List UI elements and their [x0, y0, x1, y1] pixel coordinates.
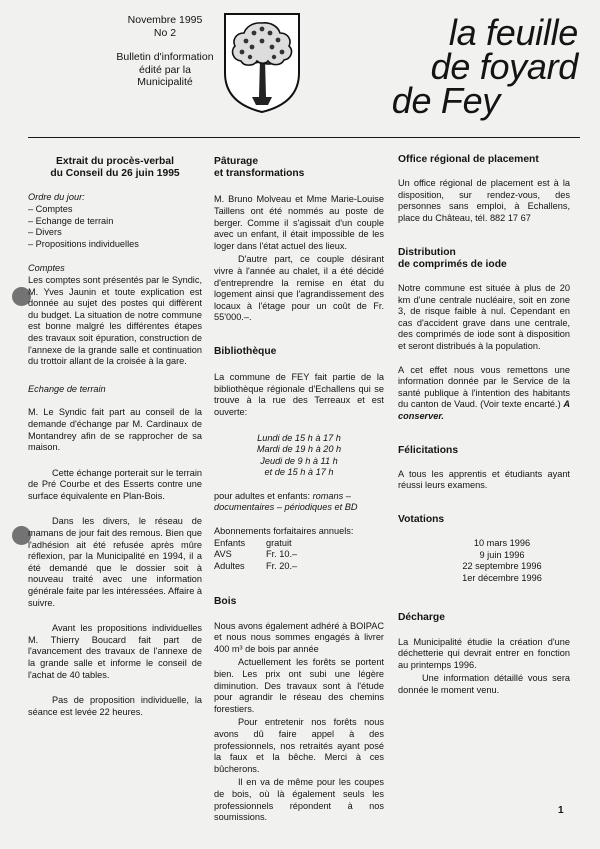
echange-label: Echange de terrain — [28, 383, 106, 394]
odj-item: – Echange de terrain — [28, 215, 114, 226]
horaire: Jeudi de 9 h à 11 h — [260, 455, 338, 466]
felicitations-text: A tous les apprentis et étudiants ayant réussi leurs examens. — [398, 468, 570, 491]
votation-date: 1er décembre 1996 — [462, 572, 542, 583]
biblio-heading: Bibliothèque — [214, 345, 277, 357]
paturage-heading-line1: Pâturage — [214, 156, 259, 167]
comptes-text: Les comptes sont présentés par le Syndic, M. Yves Jaunin et toute explication est donnée au sujet des postes qui diffèrent du budget. La situation de notre commune est bonne malgré les différentes étapes des travaux soit épuration, construction de l'annexe de la grande salle et continuation du trottoir allant de la croisée à la gare. — [28, 274, 202, 367]
page-number: 1 — [558, 805, 564, 816]
office-text: Un office régional de placement est à la disposition, sur rendez-vous, des personnes sans emploi, à Echallens, place du Château, tél. 882 17 67 — [398, 178, 570, 223]
iode-text2: A cet effet nous vous remettons une information donnée par le Service de la santé publique à l'intention des habitants du canton de Vaud. (Voir texte encarté.) — [398, 364, 570, 410]
iode-text: Notre commune est située à plus de 20 km d'une centrale nucléaire, soit en zone 3, de risque faible à nul. Cependant en cas d'accident grave dans une centrale, des comprimés de iode sont à disposition et seront distribués à la population. — [398, 282, 570, 351]
pv-heading-line1: Extrait du procès-verbal — [56, 156, 174, 167]
echange-text2: Cette échange porterait sur le terrain de Pré Courbe et des Esserts contre une surface équivalente en Plan-Bois. — [28, 467, 202, 501]
biblio-pour-items: romans – documentaires – périodiques et BD — [214, 490, 358, 513]
pv-heading-line2: du Conseil du 26 juin 1995 — [50, 168, 180, 180]
table-row — [214, 561, 297, 573]
tree-coat-of-arms-icon — [222, 11, 302, 115]
title-line3: de Fey — [391, 80, 500, 121]
iode-heading-line2: de comprimés de iode — [398, 258, 507, 270]
comptes-label: Comptes — [28, 263, 65, 274]
prop-text2: Pas de proposition individuelle, la séance est levée 22 heures. — [28, 695, 202, 717]
iode-heading-line1: Distribution — [398, 246, 456, 258]
issue-date: Novembre 1995 — [127, 14, 203, 26]
odj-label: Ordre du jour: — [28, 192, 85, 203]
abonnement-who: AVS — [214, 549, 232, 560]
subtitle-line2: édité par la Municipalité — [137, 63, 193, 88]
abonnement-price: Fr. 10.– — [266, 549, 298, 560]
abonnement-price: gratuit — [266, 537, 292, 548]
bois-text2: Actuellement les forêts se portent bien. Les prix ont subi une légère diminution. Des travaux sont à l'étude pour agrandir le réseau des chemins forestiers. — [214, 657, 384, 714]
prop-text: Avant les propositions individuelles M. Thierry Boucard fait part de l'avancement des travaux de l'annexe de la grande salle et informe le conseil de l'achat de 40 tables. — [28, 623, 202, 680]
decharge-text: La Municipalité étudie la création d'une déchetterie qui devrait entrer en fonction au printemps 1996. — [398, 636, 570, 670]
abonnement-price: Fr. 20.– — [266, 560, 298, 571]
paturage-heading-line2: et transformations — [214, 168, 305, 180]
biblio-pour-prefix: pour adultes et enfants: — [214, 490, 311, 501]
subtitle-line1: Bulletin d'information — [116, 51, 214, 63]
bois-heading: Bois — [214, 596, 237, 608]
abonnement-who: Adultes — [214, 560, 245, 571]
odj-item: – Propositions individuelles — [28, 238, 139, 249]
decharge-heading: Décharge — [398, 612, 445, 624]
votation-date: 9 juin 1996 — [479, 549, 525, 560]
masthead-title — [330, 12, 578, 121]
votations-heading: Votations — [398, 513, 445, 525]
horaire: Mardi de 19 h à 20 h — [256, 444, 342, 455]
issue-number: No 2 — [153, 26, 177, 39]
iode-conserver: A conserver. — [398, 399, 571, 421]
column-right — [398, 154, 570, 708]
odj-item: – Divers — [28, 227, 62, 238]
abonnements-label: Abonnements forfaitaires annuels: — [214, 526, 354, 537]
bois-text: Nous avons également adhéré à BOIPAC et nous nous sommes engagés à livrer 400 m³ de bois par année — [214, 620, 384, 654]
abonnement-who: Enfants — [214, 537, 246, 548]
bois-text4: Il en va de même pour les coupes de bois, où là également seuls les professionnels répondent à nos soumissions. — [214, 777, 384, 823]
biblio-text: La commune de FEY fait partie de la bibliothèque régionale d'Echallens qui se trouve à la rue des Terreaux et est ouverte: — [214, 372, 384, 417]
title-line2: de foyard — [430, 46, 578, 87]
title-line1: la feuille — [448, 12, 578, 53]
office-heading: Office régional de placement — [398, 154, 539, 165]
votation-date: 22 septembre 1996 — [462, 561, 542, 572]
decharge-text2: Une information détaillé vous sera donnée le moment venu. — [398, 673, 570, 696]
votation-date: 10 mars 1996 — [473, 538, 531, 549]
table-row — [214, 538, 297, 550]
table-row — [214, 549, 297, 561]
horaire: et de 15 h à 17 h — [264, 467, 334, 478]
odj-item: – Comptes — [28, 204, 73, 214]
echange-text: M. Le Syndic fait part au conseil de la demande d'échange par M. Cardinaux de Montandrey afin de se rapprocher de sa maison. — [28, 407, 202, 453]
bois-text3: Pour entretenir nos forêts nous avons dû faire appel à des professionnels, nos retraités ayant posé la faux et la bêche. Merci à ces bûcherons. — [214, 717, 384, 774]
column-left — [28, 156, 202, 729]
header-divider — [28, 137, 580, 138]
horaire: Lundi de 15 h à 17 h — [257, 432, 341, 443]
divers-text: Dans les divers, le réseau de mamans de jour fait des remous. Bien que l'adhésion ait été refusée après mûre réflexion, par la Municipalité en 1994, il a été demandé que le dossier soit à nouveau traité avec une information générale faite par les intéressées. Affaire à suivre. — [28, 516, 202, 608]
paturage-text2: D'autre part, ce couple désirant vivre à l'année au chalet, il a été décidé d'entreprendre la remise en état du logement ainsi que l'agrandissement des locaux à l'étage pour un coût de Fr. 55'000.–. — [214, 254, 384, 323]
column-middle — [214, 156, 384, 835]
abonnements-table — [214, 538, 297, 573]
felicitations-heading: Félicitations — [398, 444, 459, 456]
paturage-text: M. Bruno Molveau et Mme Marie-Louise Taillens ont été nommés au poste de berger. Comme il s'agissait d'un couple avec un enfant, il était impossible de les loger dans l'état actuel des lieux. — [214, 194, 384, 251]
